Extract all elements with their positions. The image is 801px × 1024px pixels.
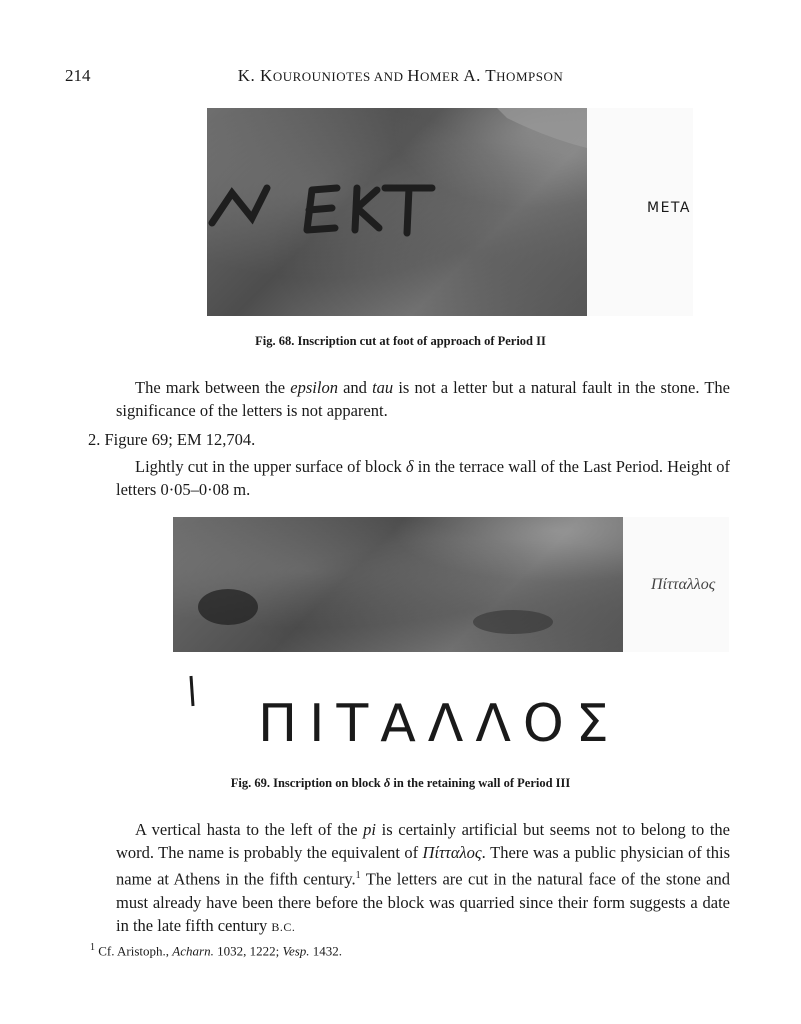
paragraph-1: The mark between the epsilon and tau is not a letter but a natural fault in the stone. The significance of the letters is not apparent. bbox=[116, 378, 731, 420]
paragraph-3: A vertical hasta to the left of the pi is certainly artificial but seems not to belong to the word. The name is probably the equivalent of Πίτταλος. There was a public physician of this name at Athens in the fifth century.$^1$ The letters are cut in the natural face of the stone and must already have been there before the block was quarried since their form suggests a date in the late fifth century B.C. bbox=[116, 820, 730, 935]
fig68-transcription: META bbox=[647, 200, 691, 216]
page-number: 214 bbox=[65, 66, 91, 85]
fig69-drawing-letters: ΠΙΤΑΛΛΟΣ bbox=[258, 694, 621, 754]
fig69-transcription: Πίτταλλος bbox=[651, 576, 716, 593]
running-head: K. KOUROUNIOTES AND HOMER A. THOMPSON bbox=[237, 66, 564, 85]
paragraph-2: Lightly cut in the upper surface of block δ in the terrace wall of the Last Period. Height of letters 0·05–0·08 m. bbox=[116, 457, 730, 499]
fig69-photo bbox=[173, 517, 623, 652]
fig68-photo bbox=[207, 108, 587, 316]
fig69-caption: Fig. 69. Inscription on block δ in the retaining wall of Period III bbox=[230, 776, 571, 790]
page-header bbox=[0, 66, 801, 90]
fig68-caption: Fig. 68. Inscription cut at foot of approach of Period II bbox=[255, 334, 546, 348]
entry-2-heading: 2. Figure 69; EM 12,704. bbox=[88, 430, 256, 449]
fig68-incised-letters bbox=[207, 108, 587, 316]
footnote: $^1$ Cf. Aristoph., Acharn. 1032, 1222; Vesp. 1432. bbox=[90, 942, 343, 959]
fig69-drawing bbox=[173, 656, 623, 756]
